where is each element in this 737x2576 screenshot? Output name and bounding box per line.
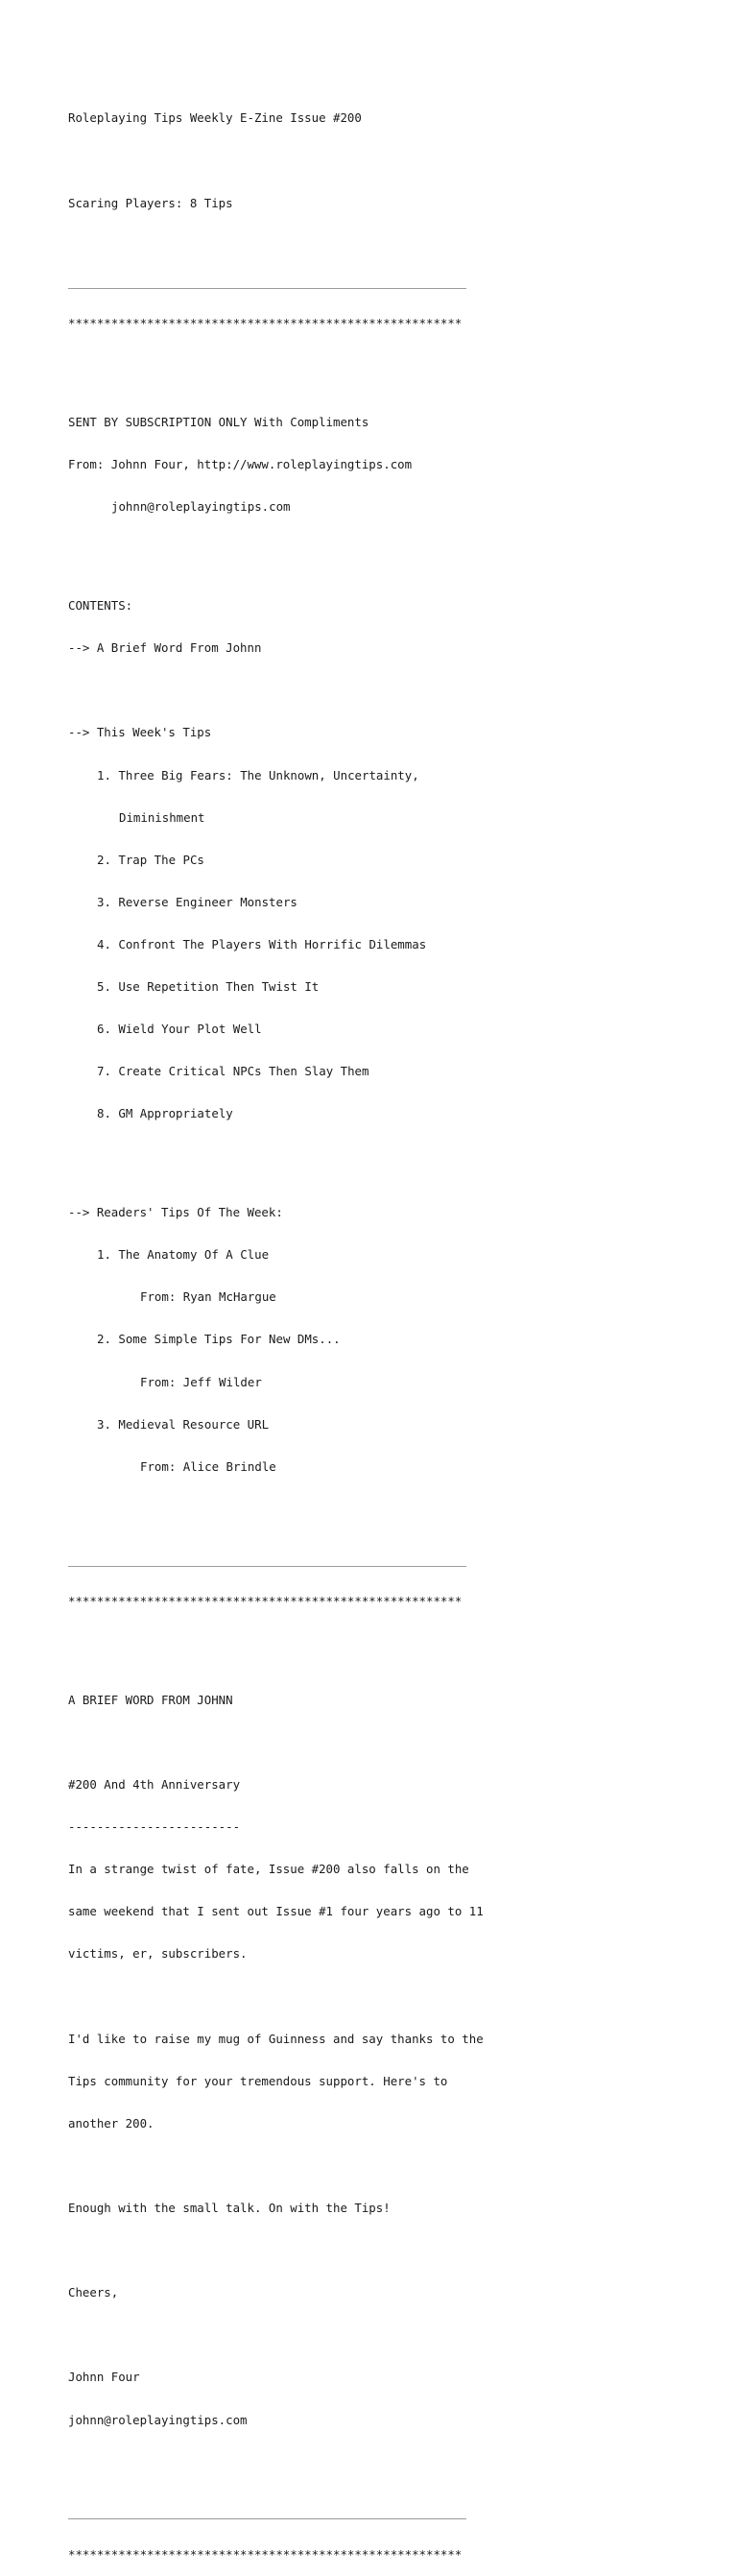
spacer	[68, 1503, 682, 1517]
from-line: From: Johnn Four, http://www.roleplayingtips.com	[68, 457, 413, 472]
section-rule	[68, 288, 466, 289]
spacer	[68, 542, 682, 557]
spacer	[68, 684, 682, 698]
tip-item: 7. Create Critical NPCs Then Slay Them	[97, 1064, 369, 1079]
paragraph-line: another 200.	[68, 2115, 155, 2131]
author-email: johnn@roleplayingtips.com	[111, 499, 291, 515]
tip-item: 4. Confront The Players With Horrific Dilemmas	[97, 936, 427, 951]
section-subheading: #200 And 4th Anniversary	[68, 1777, 241, 1793]
asterisk-separator: *******************************************************	[68, 2546, 463, 2562]
issue-title: Roleplaying Tips Weekly E-Zine Issue #200	[68, 110, 362, 126]
reader-tip-author: From: Alice Brindle	[140, 1458, 276, 1474]
paragraph-line: I'd like to raise my mug of Guinness and say thanks to the	[68, 2031, 484, 2046]
spacer	[68, 1736, 682, 1750]
contents-item-brief-word: --> A Brief Word From Johnn	[68, 640, 262, 656]
section-rule	[68, 1566, 466, 1567]
section-heading: A BRIEF WORD FROM JOHNN	[68, 1692, 233, 1707]
tip-item: 1. Three Big Fears: The Unknown, Uncertainty,	[97, 767, 419, 782]
spacer	[68, 2244, 682, 2258]
issue-subtitle: Scaring Players: 8 Tips	[68, 195, 233, 210]
tip-item: 5. Use Repetition Then Twist It	[97, 979, 320, 994]
tip-item: 8. GM Appropriately	[97, 1106, 233, 1121]
spacer	[68, 1637, 682, 1651]
tip-item: 3. Reverse Engineer Monsters	[97, 894, 297, 909]
contents-item-weeks-tips: --> This Week's Tips	[68, 725, 212, 740]
paragraph-line: In a strange twist of fate, Issue #200 also falls on the	[68, 1862, 469, 1877]
reader-tip-title: 3. Medieval Resource URL	[97, 1416, 270, 1432]
contents-item-readers-tips: --> Readers' Tips Of The Week:	[68, 1205, 283, 1220]
reader-tip-author: From: Jeff Wilder	[140, 1374, 262, 1389]
reader-tip-title: 2. Some Simple Tips For New DMs...	[97, 1332, 341, 1347]
signature-email: johnn@roleplayingtips.com	[68, 2412, 248, 2427]
tip-item: 2. Trap The PCs	[97, 852, 204, 867]
section-rule	[68, 2518, 466, 2519]
spacer	[68, 359, 682, 373]
paragraph-line: Tips community for your tremendous support. Here's to	[68, 2073, 448, 2088]
spacer	[68, 155, 682, 169]
tip-item: 6. Wield Your Plot Well	[97, 1022, 262, 1037]
paragraph-line: victims, er, subscribers.	[68, 1946, 248, 1962]
spacer	[68, 1990, 682, 2005]
signature-name: Johnn Four	[68, 2370, 140, 2385]
reader-tip-title: 1. The Anatomy Of A Clue	[97, 1247, 270, 1263]
spacer	[68, 1149, 682, 1164]
spacer	[68, 2328, 682, 2343]
reader-tip-author: From: Ryan McHargue	[140, 1289, 276, 1305]
tip-item-continuation: Diminishment	[119, 809, 205, 825]
asterisk-separator: *******************************************************	[68, 316, 463, 331]
closing: Cheers,	[68, 2285, 119, 2300]
subheading-underline: ------------------------	[68, 1819, 241, 1835]
spacer	[68, 2456, 682, 2470]
subscription-line: SENT BY SUBSCRIPTION ONLY With Compliments	[68, 415, 369, 430]
asterisk-separator: *******************************************************	[68, 1594, 463, 1609]
paragraph-line: Enough with the small talk. On with the Tips!	[68, 2201, 391, 2216]
contents-heading: CONTENTS:	[68, 598, 133, 614]
paragraph-line: same weekend that I sent out Issue #1 four years ago to 11	[68, 1904, 484, 1919]
ezine-document	[68, 84, 682, 2576]
spacer	[68, 2159, 682, 2174]
spacer	[68, 239, 682, 253]
